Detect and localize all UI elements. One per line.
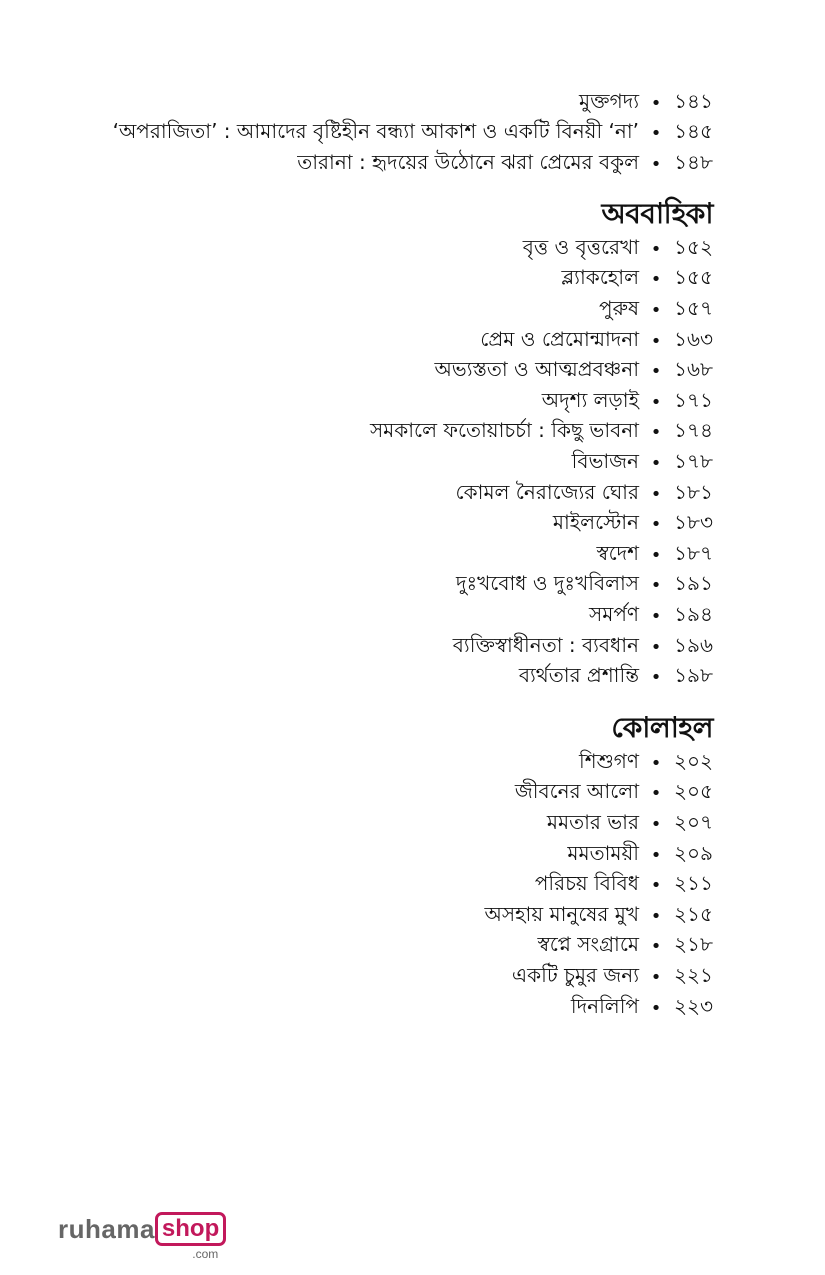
page-number: ১৮৩ — [674, 510, 713, 535]
toc-entry — [13, 88, 713, 119]
page-number: ১৬৩ — [674, 326, 713, 351]
toc-entry — [13, 840, 713, 871]
entry-title: অভ্যস্ততা ও আত্মপ্রবঞ্চনা — [434, 357, 639, 382]
toc-entry — [13, 479, 713, 510]
section-heading: অববাহিকা — [601, 197, 713, 230]
entry-title: সমর্পণ — [589, 601, 639, 626]
page-number: ২০৯ — [674, 840, 713, 865]
bullet-separator: • — [650, 636, 662, 658]
toc-entry — [13, 779, 713, 810]
bullet-separator: • — [650, 783, 662, 805]
page-number: ১৭১ — [674, 387, 713, 412]
toc-entry — [13, 571, 713, 602]
toc-section-obobahika — [13, 194, 713, 693]
entry-title: প্রেম ও প্রেমোন্মাদনা — [480, 326, 639, 351]
bullet-separator: • — [650, 605, 662, 627]
toc-entry — [13, 632, 713, 663]
toc-entry — [13, 601, 713, 632]
entry-title: সমকালে ফতোয়াচর্চা : কিছু ভাবনা — [369, 418, 639, 443]
bullet-separator: • — [650, 123, 662, 145]
bullet-separator: • — [650, 575, 662, 597]
bullet-separator: • — [650, 299, 662, 321]
toc-entry — [13, 870, 713, 901]
toc-entry — [13, 809, 713, 840]
page-number: ১৭৮ — [674, 448, 713, 473]
bullet-separator: • — [650, 936, 662, 958]
bullet-separator: • — [650, 452, 662, 474]
entry-title: বিভাজন — [571, 448, 639, 473]
toc-entry — [13, 295, 713, 326]
toc-entry — [13, 387, 713, 418]
entry-title: স্বপ্নে সংগ্রামে — [537, 932, 639, 957]
toc-entry — [13, 356, 713, 387]
page-number: ২০৭ — [673, 809, 713, 834]
bullet-separator: • — [650, 997, 662, 1019]
bullet-separator: • — [650, 238, 662, 260]
page-number: ১৯৪ — [674, 601, 713, 626]
page-number: ১৬৮ — [674, 357, 713, 382]
entry-title: জীবনের আলো — [514, 779, 639, 804]
bullet-separator: • — [650, 92, 662, 114]
logo-brand-text: ruhama — [58, 1214, 155, 1244]
toc-entry — [13, 748, 713, 779]
logo-shop-box — [155, 1212, 226, 1261]
toc-entry — [13, 234, 713, 265]
entry-title: মুক্তগদ্য — [579, 88, 639, 113]
entry-title: ব্যর্থতার প্রশান্তি — [518, 663, 639, 688]
page-number: ২১১ — [674, 871, 713, 896]
bullet-separator: • — [650, 844, 662, 866]
bullet-separator: • — [650, 361, 662, 383]
entry-title: মমতার ভার — [546, 809, 639, 834]
page-number: ১৫৫ — [674, 265, 713, 290]
entry-title: পরিচয় বিবিধ — [534, 871, 639, 896]
page-number: ২০২ — [673, 748, 713, 773]
entry-title: কোমল নৈরাজ্যের ঘোর — [455, 479, 639, 504]
toc-entry — [13, 962, 713, 993]
toc-entry — [13, 540, 713, 571]
bullet-separator: • — [650, 153, 662, 175]
bullet-separator: • — [650, 905, 662, 927]
page-number: ১৫৭ — [674, 295, 713, 320]
entry-title: শিশুগণ — [579, 748, 639, 773]
page-number: ১৪৫ — [674, 119, 713, 144]
entry-title: অদৃশ্য লড়াই — [541, 387, 639, 412]
bullet-separator: • — [650, 544, 662, 566]
page-number: ১৯১ — [674, 571, 713, 596]
bullet-separator: • — [650, 391, 662, 413]
page-number: ১৮১ — [674, 479, 713, 504]
page-number: ২২১ — [674, 962, 713, 987]
bullet-separator: • — [650, 752, 662, 774]
entry-title: পুরুষ — [599, 295, 639, 320]
bullet-separator: • — [650, 514, 662, 536]
toc-entry — [13, 993, 713, 1024]
toc-entry — [13, 901, 713, 932]
page-number: ২১৮ — [674, 932, 713, 957]
page-number: ২১৫ — [674, 901, 713, 926]
toc-entry — [13, 418, 713, 449]
entry-title: ব্যক্তিস্বাধীনতা : ব্যবধান — [452, 632, 639, 657]
page-number: ২০৫ — [674, 779, 713, 804]
toc-entry — [13, 326, 713, 357]
entry-title: স্বদেশ — [596, 540, 639, 565]
toc-section-kolahol — [13, 708, 713, 1023]
entry-title: বৃত্ত ও বৃত্তরেখা — [522, 234, 639, 259]
bullet-separator: • — [650, 269, 662, 291]
toc-entry — [13, 119, 713, 150]
entry-title: অসহায় মানুষের মুখ — [484, 901, 639, 926]
page-number: ১৫২ — [674, 234, 713, 259]
bullet-separator: • — [650, 483, 662, 505]
entry-title: একটি চুমুর জন্য — [511, 962, 639, 987]
bullet-separator: • — [650, 875, 662, 897]
entry-list — [13, 748, 713, 1023]
entry-list — [13, 88, 713, 180]
watermark-logo — [58, 1212, 226, 1261]
bullet-separator: • — [650, 330, 662, 352]
page-number: ১৪১ — [674, 88, 713, 113]
toc-entry — [13, 509, 713, 540]
page-number: ১৮৭ — [674, 540, 713, 565]
entry-title: ‘অপরাজিতা’ : আমাদের বৃষ্টিহীন বন্ধ্যা আকাশ ও একটি বিনয়ী ‘না’ — [112, 119, 639, 144]
toc-entry — [13, 932, 713, 963]
page-number: ১৯৮ — [674, 663, 713, 688]
page-number: ১৪৮ — [674, 149, 713, 174]
logo-domain-text: .com — [192, 1247, 219, 1261]
page-number: ১৭৪ — [674, 418, 713, 443]
toc-section-intro — [13, 88, 713, 180]
entry-title: দুঃখবোধ ও দুঃখবিলাস — [456, 571, 639, 596]
entry-list — [13, 234, 713, 693]
page-number: ২২৩ — [673, 993, 713, 1018]
toc-entry — [13, 265, 713, 296]
bullet-separator: • — [650, 422, 662, 444]
entry-title: মমতাময়ী — [567, 840, 639, 865]
entry-title: দিনলিপি — [570, 993, 639, 1018]
section-heading: কোলাহল — [611, 711, 713, 744]
entry-title: মাইলস্টোন — [552, 510, 639, 535]
toc-entry — [13, 448, 713, 479]
page-number: ১৯৬ — [674, 632, 713, 657]
entry-title: ব্ল্যাকহোল — [561, 265, 639, 290]
bullet-separator: • — [650, 813, 662, 835]
entry-title: তারানা : হৃদয়ের উঠোনে ঝরা প্রেমের বকুল — [297, 149, 639, 174]
toc-entry — [13, 662, 713, 693]
toc-entry — [13, 149, 713, 180]
bullet-separator: • — [650, 966, 662, 988]
logo-shop-text: shop — [155, 1212, 226, 1246]
bullet-separator: • — [650, 667, 662, 689]
